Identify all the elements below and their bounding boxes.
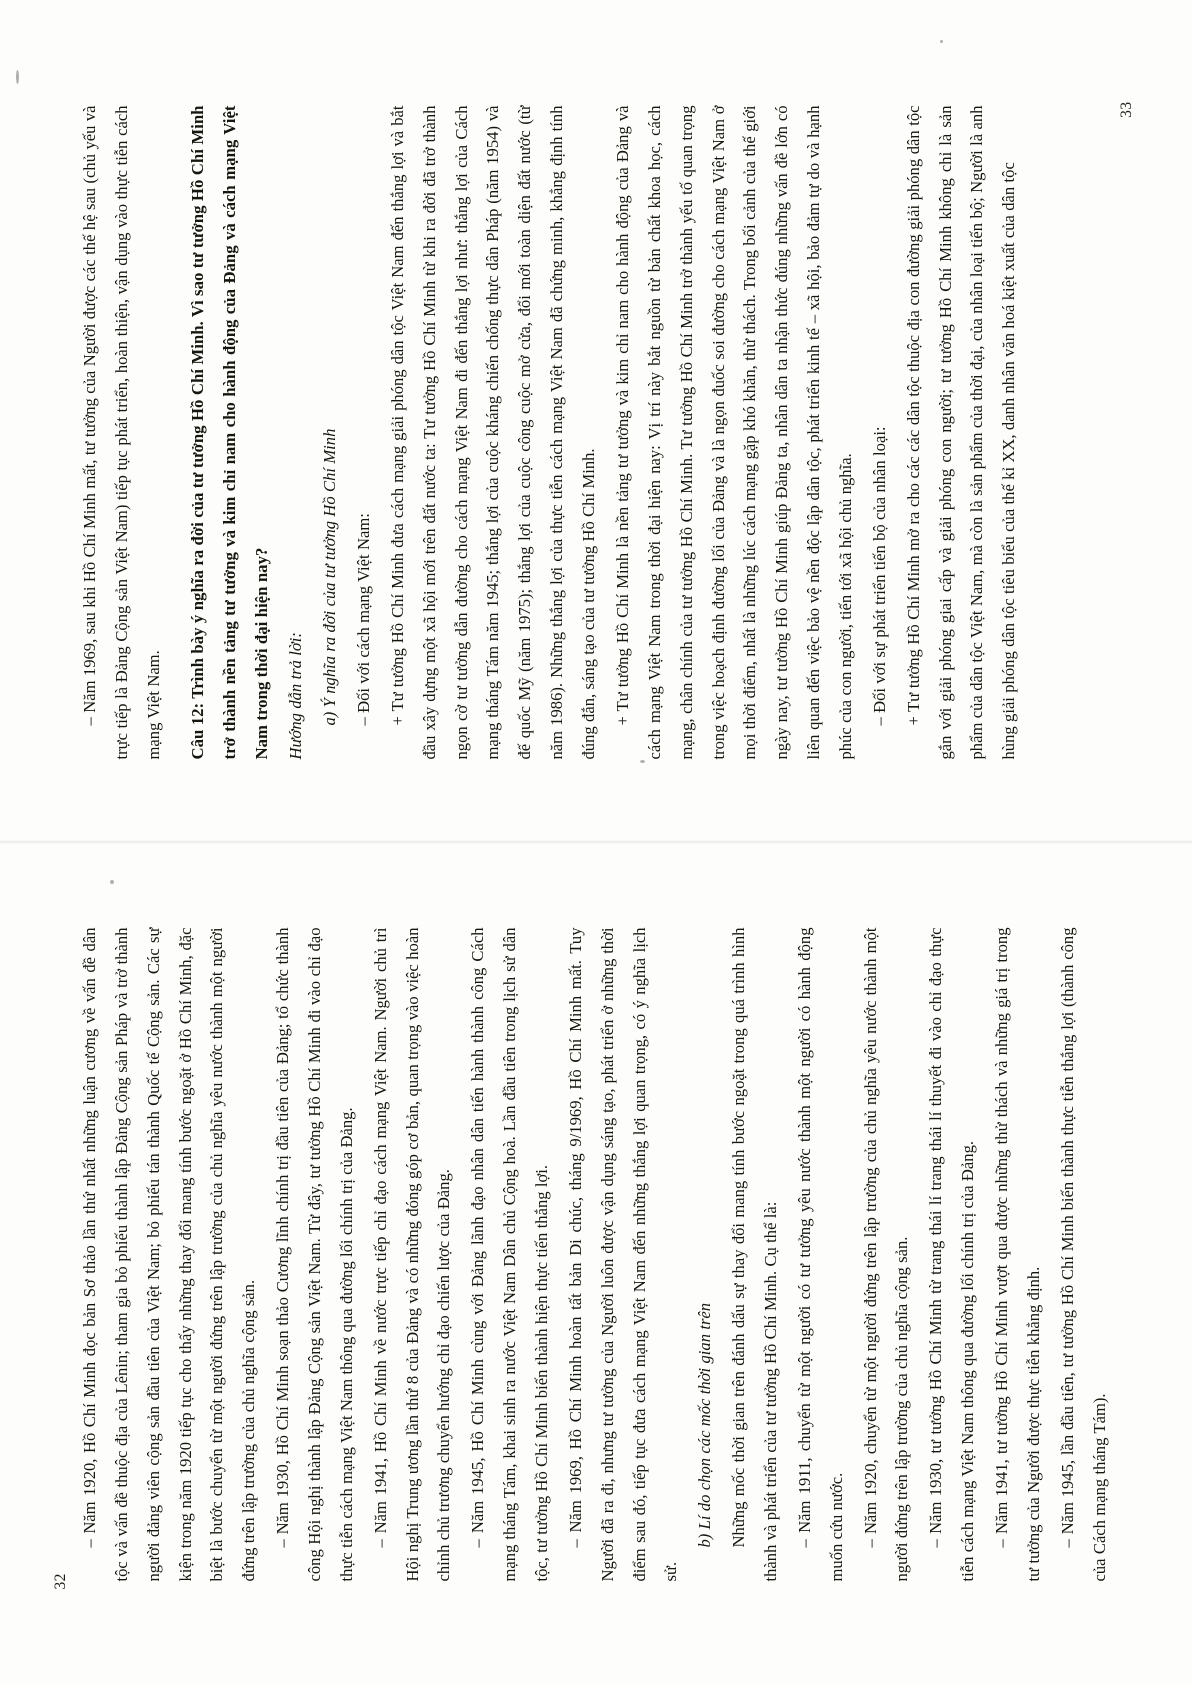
section-b-item-1945: – Năm 1945, lần đầu tiên, tư tưởng Hồ Chí Minh biến thành thực tiễn thắng lợi (thành công của Cách mạng tháng Tám). <box>1057 927 1109 1581</box>
scan-speck <box>940 40 943 43</box>
paragraph-1969-continued: – Năm 1969, sau khi Hồ Chí Minh mất, tư tưởng của Người được các thế hệ sau (chủ yếu và trực tiếp là Đảng Cộng sản Việt Nam) tiếp tục phát triển, hoàn thiện, vận dụng vào thực tiễn cách mạng Việt Nam. <box>80 105 163 759</box>
section-b-item-1941: – Năm 1941, tư tưởng Hồ Chí Minh vượt qua được những thử thách và những giá trị trong tư tưởng của Người được thực tiễn khẳng định. <box>992 927 1043 1581</box>
sub-a1-bullet-2: + Tư tưởng Hồ Chí Minh là nền tảng tư tưởng và kim chỉ nam cho hành động của Đảng và cách mạng Việt Nam trong thời đại hiện nay: Vị trí này bắt nguồn từ bản chất khoa học, cách mạng, chân chính của tư tưởng Hồ Chí Minh. Tư tưởng Hồ Chí Minh trở thành yếu tố quan trọng trong việc hoạch định đường lối của Đảng và là ngọn đuốc soi đường cho cách mạng Việt Nam ở mọi thời điểm, nhất là những lúc cách mạng gặp khó khăn, thử thách. Trong bối cảnh của thế giới ngày nay, tư tưởng Hồ Chí Minh giúp Đảng ta, nhân dân ta nhận thức đúng những vấn đề lớn có liên quan đến việc bảo vệ nền độc lập dân tộc, phát triển kinh tế – xã hội, bảo đảm tự do và hạnh phúc của con người, tiến tới xã hội chủ nghĩa. <box>612 105 855 759</box>
scan-speck <box>110 880 114 884</box>
page-number-left: 32 <box>52 1572 69 1589</box>
sub-a2-heading: – Đối với sự phát triển tiến bộ của nhân loại: <box>869 425 889 725</box>
paragraph-1920: – Năm 1920, Hồ Chí Minh đọc bản Sơ thảo lần thứ nhất những luận cương về vấn đề dân tộc và vấn đề thuộc địa của Lênin; tham gia bỏ phiếu thành lập Đảng Cộng sản Pháp và trở thành người đảng viên cộng sản đầu tiên của Việt Nam; bỏ phiếu tán thành Quốc tế Cộng sản. Các sự kiện trong năm 1920 tiếp tục cho thấy những thay đổi mang tính bước ngoặt ở Hồ Chí Minh, đặc biệt là bước chuyển từ một người đứng trên lập trường của chủ nghĩa yêu nước thành một người đứng trên lập trường của chủ nghĩa cộng sản. <box>80 927 259 1581</box>
left-column-text <box>74 927 1116 1581</box>
question-title: Câu 12: Trình bày ý nghĩa ra đời của tư tưởng Hồ Chí Minh. Vì sao tư tưởng Hồ Chí Minh trở thành nền tảng tư tưởng và kim chỉ nam cho hành động của Đảng và cách mạng Việt Nam trong thời đại hiện nay? <box>187 105 272 759</box>
spacer <box>172 105 182 759</box>
paragraph-1945: – Năm 1945, Hồ Chí Minh cùng với Đảng lãnh đạo nhân dân tiến hành thành công Cách mạng tháng Tám, khai sinh ra nước Việt Nam Dân chủ Cộng hoà. Lần đầu tiên trong lịch sử dân tộc, tư tưởng Hồ Chí Minh biến thành hiện thực tiến thắng lợi. <box>468 927 552 1581</box>
book-gutter <box>0 840 1192 843</box>
section-b-item-1911: – Năm 1911, chuyển từ một người có tư tưởng yêu nước thành một người có hành động muốn cứu nước. <box>794 927 846 1581</box>
scan-speck <box>640 760 645 763</box>
sub-a1-bullet-1: + Tư tưởng Hồ Chí Minh đưa cách mạng giải phóng dân tộc Việt Nam đến thắng lợi và bắt đầu xây dựng một xã hội mới trên đất nước ta: Tư tưởng Hồ Chí Minh từ khi ra đời đã trở thành ngọn cờ tư tưởng dẫn đường cho cách mạng Việt Nam đi đến thắng lợi như: thắng lợi của Cách mạng tháng Tám năm 1945; thắng lợi của cuộc kháng chiến chống thực dân Pháp (năm 1954) và đế quốc Mỹ (năm 1975); thắng lợi của cuộc công cuộc mở cửa, đổi mới toàn diện đất nước (từ năm 1986). Những thắng lợi của thực tiễn cách mạng Việt Nam đã chứng minh, khẳng định tính đúng đắn, sáng tạo của tư tưởng Hồ Chí Minh. <box>387 105 599 759</box>
section-b-intro: Những mốc thời gian trên đánh dấu sự thay đổi mang tính bước ngoặt trong quá trình hình thành và phát triển của tư tưởng Hồ Chí Minh. Cụ thể là: <box>729 927 781 1581</box>
answer-guide-label: Hướng dẫn trả lời: <box>286 631 306 759</box>
paragraph-1969: – Năm 1969, Hồ Chí Minh hoàn tất bản Di chúc, tháng 9/1969, Hồ Chí Minh mất. Tuy Người đã ra đi, nhưng tư tưởng của Người luôn được vận dụng sáng tạo, phát triển ở những thời điểm sau đó, tiếp tục đưa cách mạng Việt Nam đến những thắng lợi quan trọng, có ý nghĩa lịch sử. <box>565 927 681 1581</box>
item-a-heading: a) Ý nghĩa ra đời của tư tưởng Hồ Chí Minh <box>320 428 340 725</box>
sub-a1-heading: – Đối với cách mạng Việt Nam: <box>354 512 374 725</box>
scan-speck <box>16 70 19 84</box>
paragraph-1930: – Năm 1930, Hồ Chí Minh soạn thảo Cương lĩnh chính trị đầu tiên của Đảng; tổ chức thành công Hội nghị thành lập Đảng Cộng sản Việt Nam. Từ đây, tư tưởng Hồ Chí Minh đi vào chỉ đạo thực tiễn cách mạng Việt Nam thông qua đường lối chính trị của Đảng. <box>273 927 356 1581</box>
section-b-item-1930: – Năm 1930, tư tưởng Hồ Chí Minh từ trang thái lí trang thái lí thuyết đi vào chỉ đạo thực tiễn cách mạng Việt Nam thông qua đường lối chính trị của Đảng. <box>926 927 978 1581</box>
right-column-text <box>74 105 1025 759</box>
section-b-heading: b) Lí do chọn các mốc thời gian trên <box>695 1302 715 1547</box>
book-page-right <box>0 1 1192 843</box>
book-page-left <box>0 843 1192 1685</box>
page-number-right: 33 <box>1118 101 1135 118</box>
sub-a2-bullet-1: + Tư tưởng Hồ Chí Minh mở ra cho các các dân tộc thuộc địa con đường giải phóng dân tộc gắn với giải phóng giai cấp và giải phóng con người; tư tưởng Hồ Chí Minh không chỉ là sản phẩm của dân tộc Việt Nam, mà còn là sản phẩm của thời đại, của nhân loại tiến bộ; Người là anh hùng giải phóng dân tộc tiêu biểu của thế kỉ XX, danh nhân văn hoá kiệt xuất của dân tộc <box>903 105 1019 759</box>
section-b-item-1920: – Năm 1920, chuyển từ một người đứng trên lập trường của chủ nghĩa yêu nước thành một người đứng trên lập trường của chủ nghĩa cộng sản. <box>860 927 912 1581</box>
paragraph-1941: – Năm 1941, Hồ Chí Minh về nước trực tiếp chỉ đạo cách mạng Việt Nam. Người chủ trì Hội nghị Trung ương lần thứ 8 của Đảng và có những đóng góp cơ bản, quan trọng vào việc hoàn chỉnh chủ trương chuyển hướng chỉ đạo chiến lược của Đảng. <box>370 927 454 1581</box>
